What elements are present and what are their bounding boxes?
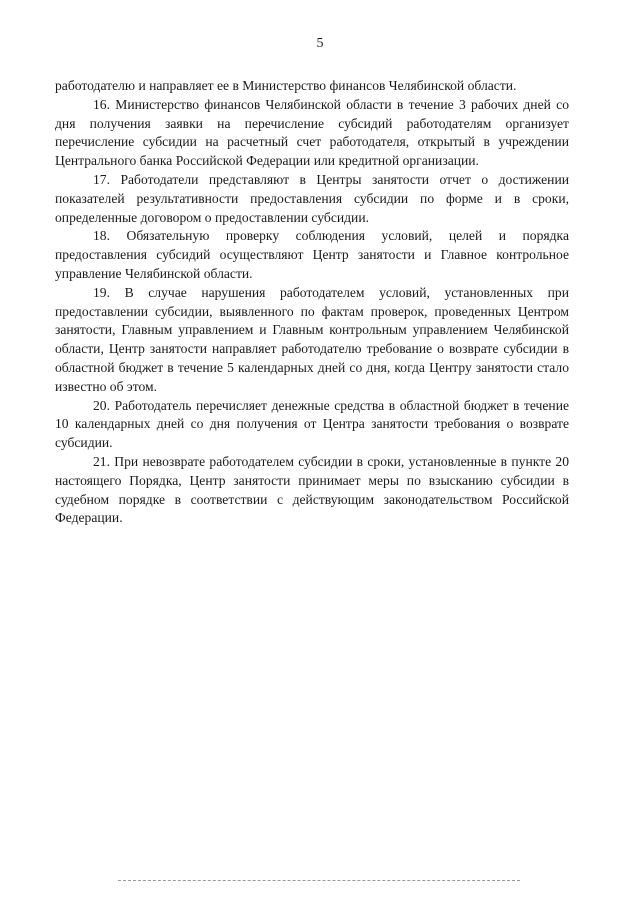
paragraph-17: 17. Работодатели представляют в Центры занятости отчет о достижении показателей результативности предоставления субсидии по форме и в сроки, определенные договором о предоставлении субсидии. [55,171,569,225]
paragraph-16: 16. Министерство финансов Челябинской области в течение 3 рабочих дней со дня получения заявки на перечисление субсидий работодателям организует перечисление субсидии на расчетный счет работодателя, открытый в учреждении Центрального банка Российской Федерации или кредитной организации. [55,96,569,169]
paragraph-19: 19. В случае нарушения работодателем условий, установленных при предоставлении субсидии, выявленного по фактам проверок, проведенных Центром занятости, Главным управлением и Главным контрольным управлением Челябинской области, Центр занятости направляет работодателю требование о возврате субсидии в областной бюджет в течение 5 календарных дней со дня, когда Центру занятости стало известно об этом. [55,284,569,394]
document-body [55,77,569,528]
paragraph-18: 18. Обязательную проверку соблюдения условий, целей и порядка предоставления субсидий осуществляют Центр занятости и Главное контрольное управление Челябинской области. [55,228,569,281]
paragraph-continuation: работодателю и направляет ее в Министерство финансов Челябинской области. [55,78,517,93]
paragraph-21: 21. При невозврате работодателем субсидии в сроки, установленные в пункте 20 настоящего Порядка, Центр занятости принимает меры по взысканию субсидии в судебном порядке в соответствии с действующим законодательством Российской Федерации. [55,453,569,526]
page-number: 5 [316,36,324,51]
paragraph-20: 20. Работодатель перечисляет денежные средства в областной бюджет в течение 10 календарных дней со дня получения от Центра занятости требования о возврате субсидии. [55,397,569,451]
footer-divider [118,880,520,881]
